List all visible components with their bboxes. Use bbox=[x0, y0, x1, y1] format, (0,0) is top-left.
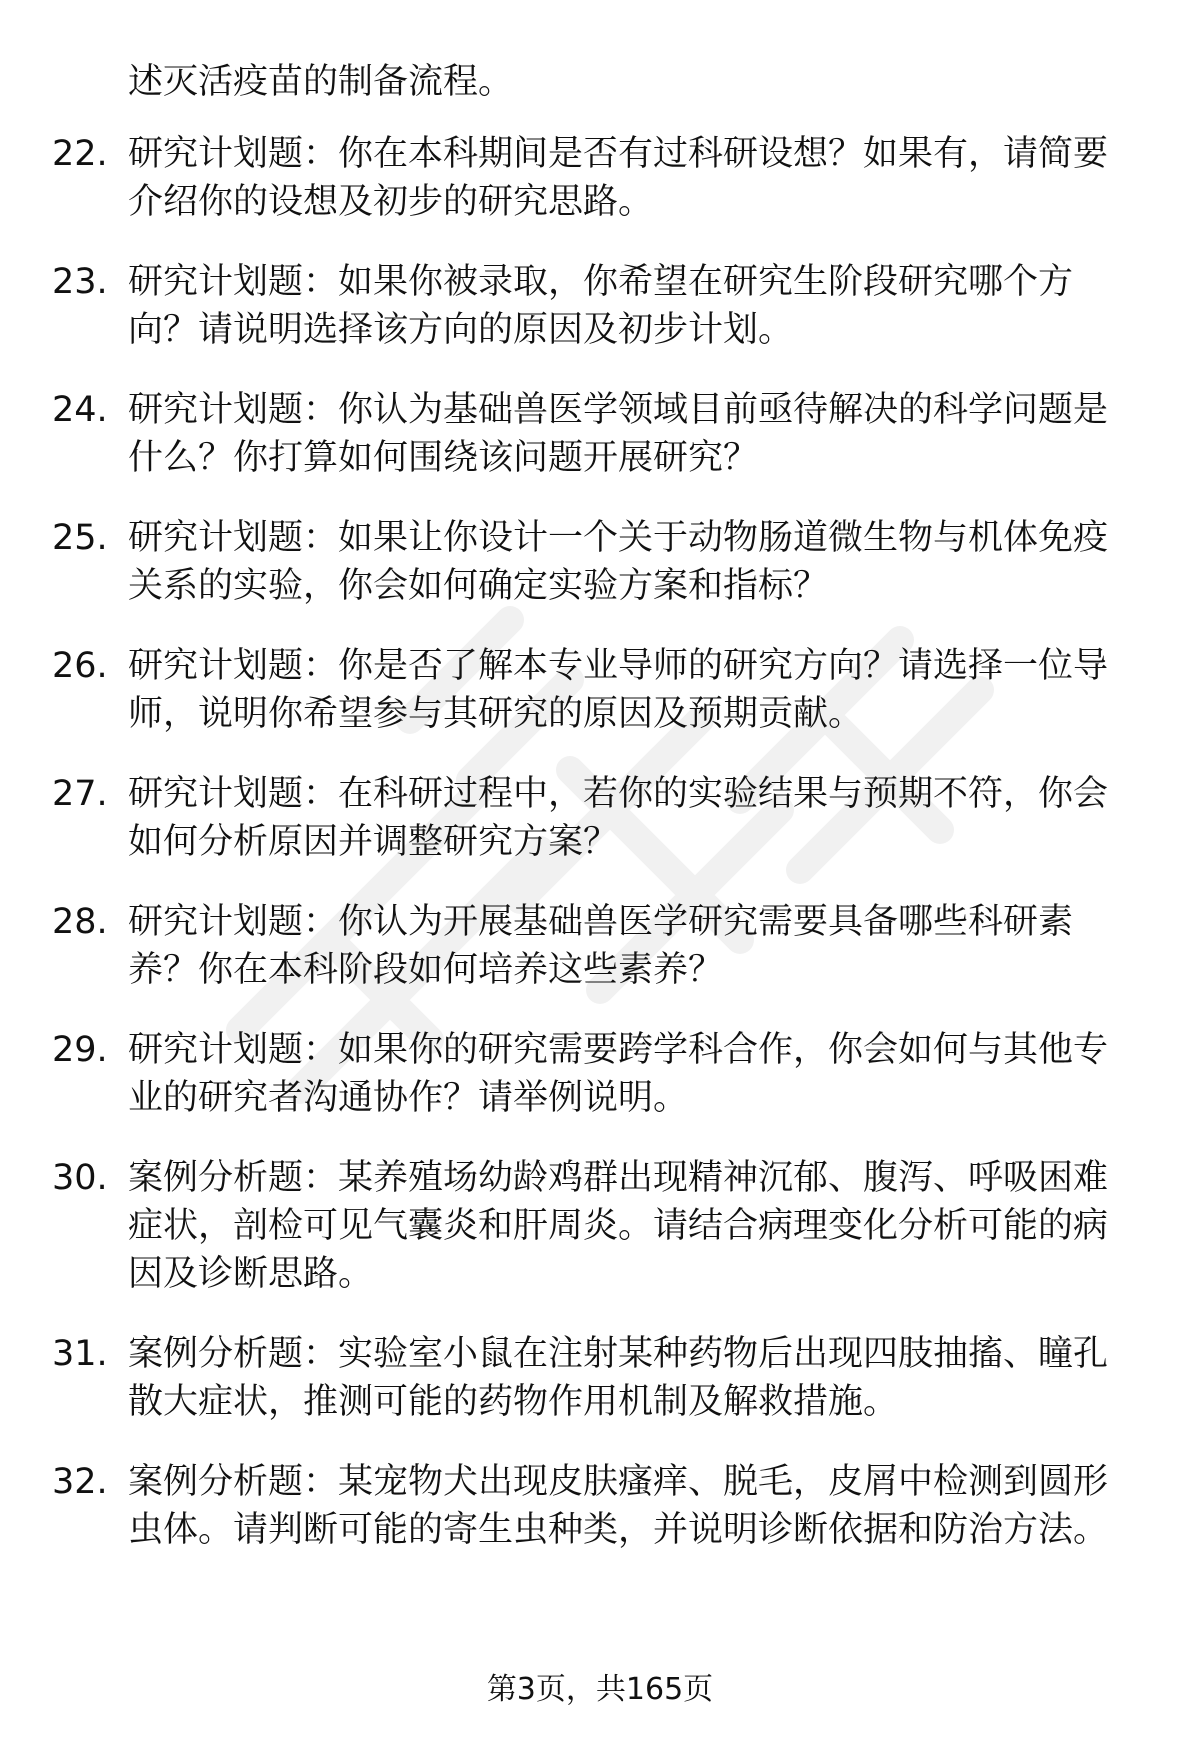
item-text: 研究计划题：如果让你设计一个关于动物肠道微生物与机体免疫关系的实验，你会如何确定实验方案和指标？ bbox=[128, 518, 1109, 606]
item-number: 30. bbox=[52, 1158, 108, 1198]
item-text: 案例分析题：实验室小鼠在注射某种药物后出现四肢抽搐、瞳孔散大症状，推测可能的药物作用机制及解救措施。 bbox=[128, 1334, 1109, 1422]
item-number: 27. bbox=[52, 774, 108, 814]
item-number: 29. bbox=[52, 1030, 108, 1070]
item-number: 23. bbox=[52, 262, 108, 302]
item-number: 31. bbox=[52, 1334, 108, 1374]
item-number: 28. bbox=[52, 902, 108, 942]
item-text: 研究计划题：如果你被录取，你希望在研究生阶段研究哪个方向？请说明选择该方向的原因及初步计划。 bbox=[128, 262, 1074, 350]
item-text: 案例分析题：某宠物犬出现皮肤瘙痒、脱毛，皮屑中检测到圆形虫体。请判断可能的寄生虫种类，并说明诊断依据和防治方法。 bbox=[128, 1462, 1109, 1550]
item-text: 案例分析题：某养殖场幼龄鸡群出现精神沉郁、腹泻、呼吸困难症状，剖检可见气囊炎和肝周炎。请结合病理变化分析可能的病因及诊断思路。 bbox=[128, 1158, 1109, 1294]
item-number: 22. bbox=[52, 134, 108, 174]
item-number: 32. bbox=[52, 1462, 108, 1502]
item-number: 25. bbox=[52, 518, 108, 558]
item-text: 研究计划题：你是否了解本专业导师的研究方向？请选择一位导师，说明你希望参与其研究的原因及预期贡献。 bbox=[128, 646, 1109, 734]
item-text: 研究计划题：如果你的研究需要跨学科合作，你会如何与其他专业的研究者沟通协作？请举例说明。 bbox=[128, 1030, 1109, 1118]
item-text: 研究计划题：你认为开展基础兽医学研究需要具备哪些科研素养？你在本科阶段如何培养这些素养？ bbox=[128, 902, 1074, 990]
item-text: 研究计划题：在科研过程中，若你的实验结果与预期不符，你会如何分析原因并调整研究方案？ bbox=[128, 774, 1109, 862]
continuation-text: 述灭活疫苗的制备流程。 bbox=[128, 62, 514, 102]
item-text: 研究计划题：你认为基础兽医学领域目前亟待解决的科学问题是什么？你打算如何围绕该问题开展研究？ bbox=[128, 390, 1109, 478]
item-number: 24. bbox=[52, 390, 108, 430]
item-number: 26. bbox=[52, 646, 108, 686]
page-number: 第3页，共165页 bbox=[486, 1672, 714, 1707]
item-text: 研究计划题：你在本科期间是否有过科研设想？如果有，请简要介绍你的设想及初步的研究思路。 bbox=[128, 134, 1109, 222]
